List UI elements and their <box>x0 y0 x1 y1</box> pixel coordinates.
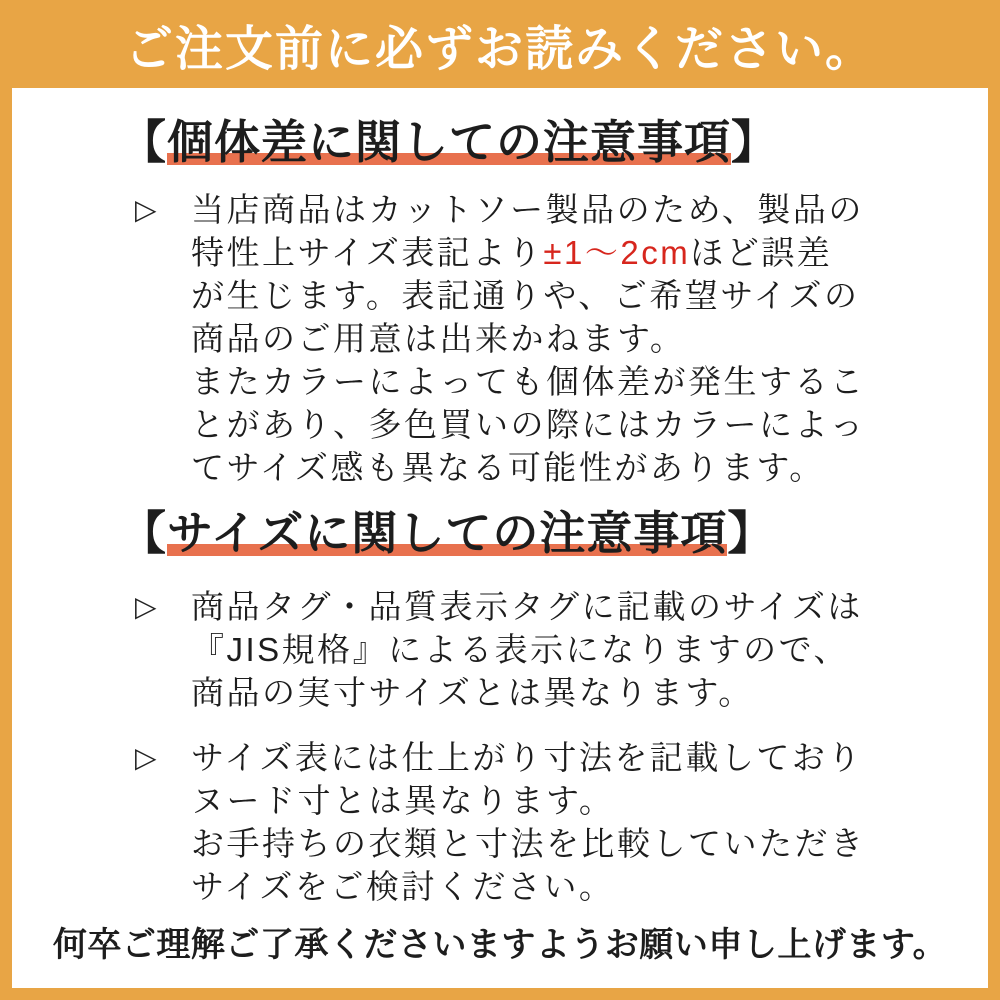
closing-note: 何卒ご理解ご了承くださいますようお願い申し上げます。 <box>52 926 948 964</box>
notice-item-finished-measurements <box>135 736 940 908</box>
section-heading-individual-difference <box>120 114 988 170</box>
triangle-bullet-icon: ▷ <box>135 194 157 225</box>
heading-text: 個体差に関しての注意事項 <box>167 116 731 168</box>
page-title: ご注文前に必ずお読みください。 <box>124 22 875 76</box>
text-line: 当店商品はカットソー製品のため、製品の <box>191 191 864 228</box>
notice-item-text <box>191 188 940 489</box>
paragraph-lines <box>191 585 940 714</box>
text-line: が生じます。表記通りや、ご希望サイズの <box>191 277 860 314</box>
paragraph-lines <box>191 274 940 489</box>
notice-item-text <box>191 585 940 714</box>
notice-item-individual-difference <box>135 188 940 489</box>
line-segment: 特性上サイズ表記より <box>191 234 544 271</box>
notice-item-jis-standard <box>135 585 940 714</box>
heading-text: サイズに関しての注意事項 <box>167 507 728 559</box>
heading-bracket-open: 【 <box>120 116 167 168</box>
line-segment: ほど誤差 <box>690 234 833 271</box>
text-line-with-highlight <box>191 231 940 274</box>
text-line: とがあり、多色買いの際にはカラーによっ <box>191 406 866 443</box>
text-line: 商品タグ・品質表示タグに記載のサイズは <box>191 588 863 625</box>
tolerance-highlight: ±1〜2cm <box>543 234 691 271</box>
triangle-bullet-icon: ▷ <box>135 591 157 622</box>
text-line: またカラーによっても個体差が発生するこ <box>191 363 866 400</box>
heading-bracket-open: 【 <box>120 507 167 559</box>
text-line: 商品の実寸サイズとは異なります。 <box>191 674 754 711</box>
triangle-bullet-icon: ▷ <box>135 742 157 773</box>
top-banner <box>12 0 988 88</box>
section-heading-size <box>120 505 988 561</box>
text-line: お手持ちの衣類と寸法を比較していただき <box>191 825 866 862</box>
text-line: ヌード寸とは異なります。 <box>191 782 615 819</box>
paragraph-lines <box>191 188 940 231</box>
text-line: てサイズ感も異なる可能性があります。 <box>191 449 825 486</box>
paragraph-lines <box>191 736 940 908</box>
heading-bracket-close: 】 <box>731 116 778 168</box>
text-line: サイズをご検討ください。 <box>191 868 615 905</box>
heading-bracket-close: 】 <box>727 507 775 559</box>
text-line: 商品のご用意は出来かねます。 <box>191 320 686 357</box>
notice-item-text <box>191 736 940 908</box>
text-line: サイズ表には仕上がり寸法を記載しており <box>191 739 863 776</box>
text-line: 『JIS規格』による表示になりますので、 <box>191 631 850 668</box>
